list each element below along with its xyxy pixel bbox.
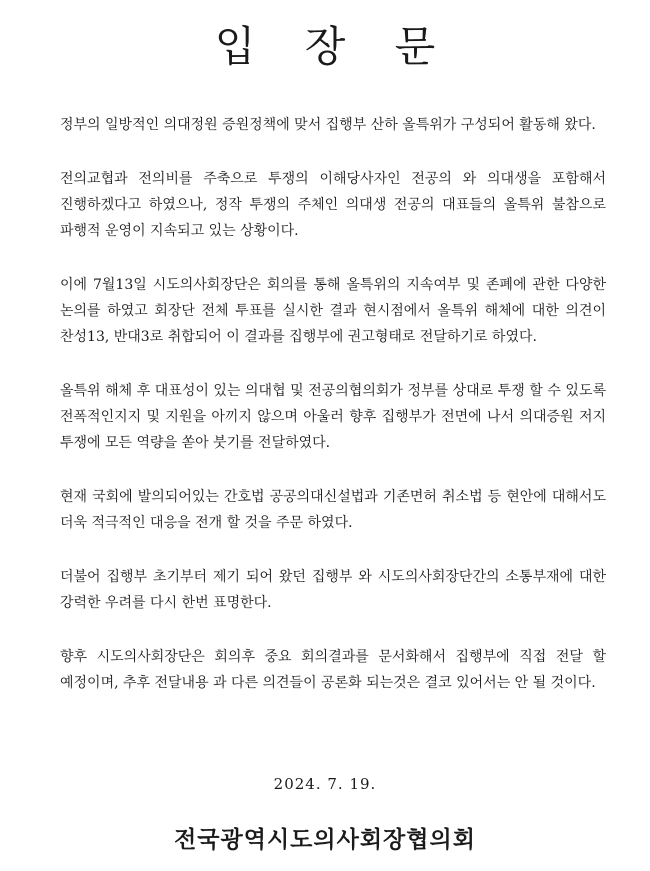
paragraph-2: 전의교협과 전의비를 주축으로 투쟁의 이해당사자인 전공의 와 의대생을 포함해서 진행하겠다고 하였으나, 정작 투쟁의 주체인 의대생 전공의 대표들의 올특위 불참으로 파행적 운영이 지속되고 있는 상황이다.	[60, 171, 606, 239]
document-body	[60, 112, 606, 724]
issuing-organization: 전국광역시도의사회장협의회	[174, 826, 476, 853]
paragraph-5: 현재 국회에 발의되어있는 간호법 공공의대신설법과 기존면허 취소법 등 현안에 대해서도 더욱 적극적인 대응을 전개 할 것을 주문 하였다.	[60, 489, 606, 531]
paragraph-3: 이에 7월13일 시도의사회장단은 회의를 통해 올특위의 지속여부 및 존폐에 관한 다양한 논의를 하였고 회장단 전체 투표를 실시한 결과 현시점에서 올특위 해체에 대한 의견이 찬성13, 반대3로 취합되어 이 결과를 집행부에 권고형태로 전달하기로 하였다.	[60, 277, 606, 345]
paragraph-6: 더불어 집행부 초기부터 제기 되어 왔던 집행부 와 시도의사회장단간의 소통부재에 대한 강력한 우려를 다시 한번 표명한다.	[60, 569, 606, 611]
document-date: 2024. 7. 19.	[273, 775, 377, 793]
paragraph-7: 향후 시도의사회장단은 회의후 중요 회의결과를 문서화해서 집행부에 직접 전달 할 예정이며, 추후 전달내용 과 다른 의견들이 공론화 되는것은 결코 있어서는 안 될 것이다.	[60, 649, 606, 691]
document-title: 입 장 문	[214, 22, 454, 71]
paragraph-4: 올특위 해체 후 대표성이 있는 의대협 및 전공의협의회가 정부를 상대로 투쟁 할 수 있도록 전폭적인지지 및 지원을 아끼지 않으며 아울러 향후 집행부가 전면에 나서 의대증원 저지 투쟁에 모든 역량을 쏟아 붓기를 전달하였다.	[60, 383, 606, 451]
paragraph-1: 정부의 일방적인 의대정원 증원정책에 맞서 집행부 산하 올특위가 구성되어 활동해 왔다.	[60, 117, 596, 133]
